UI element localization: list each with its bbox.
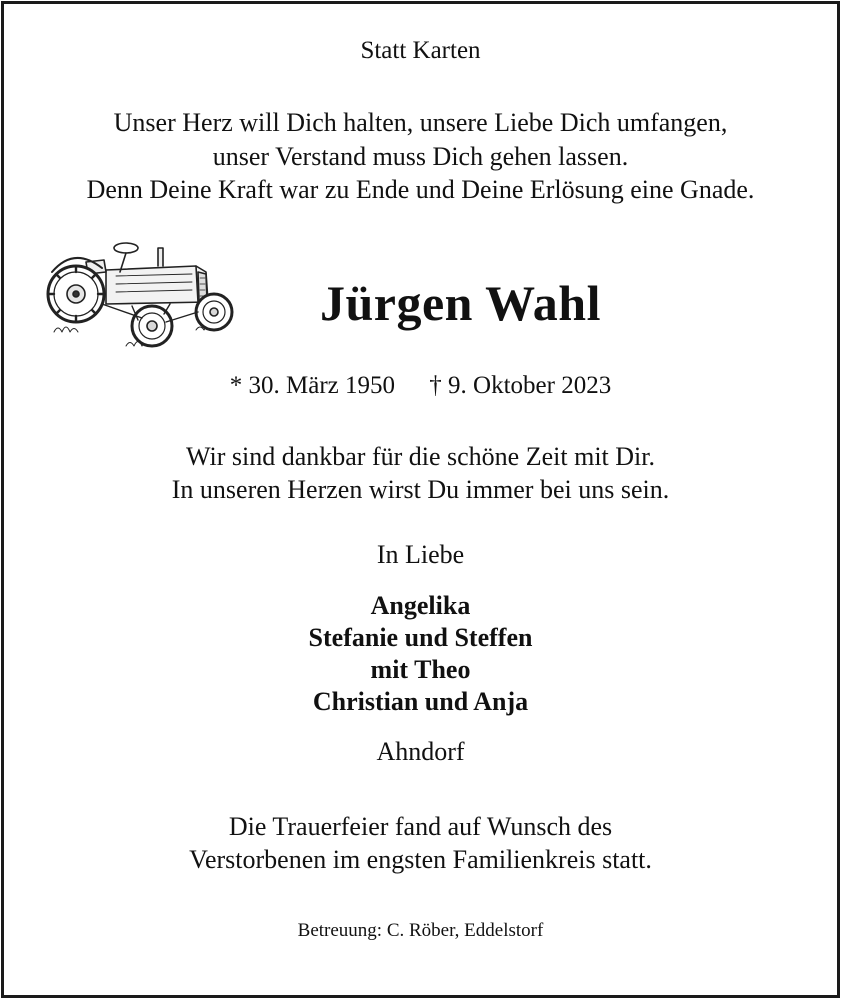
family-member: Angelika xyxy=(370,591,471,620)
life-dates xyxy=(4,372,837,400)
thanks-line: In unseren Herzen wirst Du immer bei uns sein. xyxy=(171,475,670,504)
family-member: Christian und Anja xyxy=(312,687,529,716)
notice-line: Die Trauerfeier fand auf Wunsch des xyxy=(228,812,613,841)
family-member: mit Theo xyxy=(370,655,471,684)
deceased-name: Jürgen Wahl xyxy=(319,275,602,331)
notice-line: Verstorbenen im engsten Familienkreis statt. xyxy=(189,845,652,874)
obituary-card xyxy=(1,1,840,998)
verse-line: Denn Deine Kraft war zu Ende und Deine Erlösung eine Gnade. xyxy=(86,175,755,204)
family-member: Stefanie und Steffen xyxy=(308,623,533,652)
care-credit: Betreuung: C. Röber, Eddelstorf xyxy=(297,920,544,941)
thanks-line: Wir sind dankbar für die schöne Zeit mit Dir. xyxy=(185,442,655,471)
verse-line: Unser Herz will Dich halten, unsere Liebe Dich umfangen, xyxy=(113,108,728,137)
header-text: Statt Karten xyxy=(360,37,481,64)
birth-date: * 30. März 1950 xyxy=(229,372,396,399)
place-name: Ahndorf xyxy=(376,737,465,766)
closing-text: In Liebe xyxy=(376,540,465,569)
death-date: † 9. Oktober 2023 xyxy=(429,372,612,399)
verse-line: unser Verstand muss Dich gehen lassen. xyxy=(212,142,629,171)
